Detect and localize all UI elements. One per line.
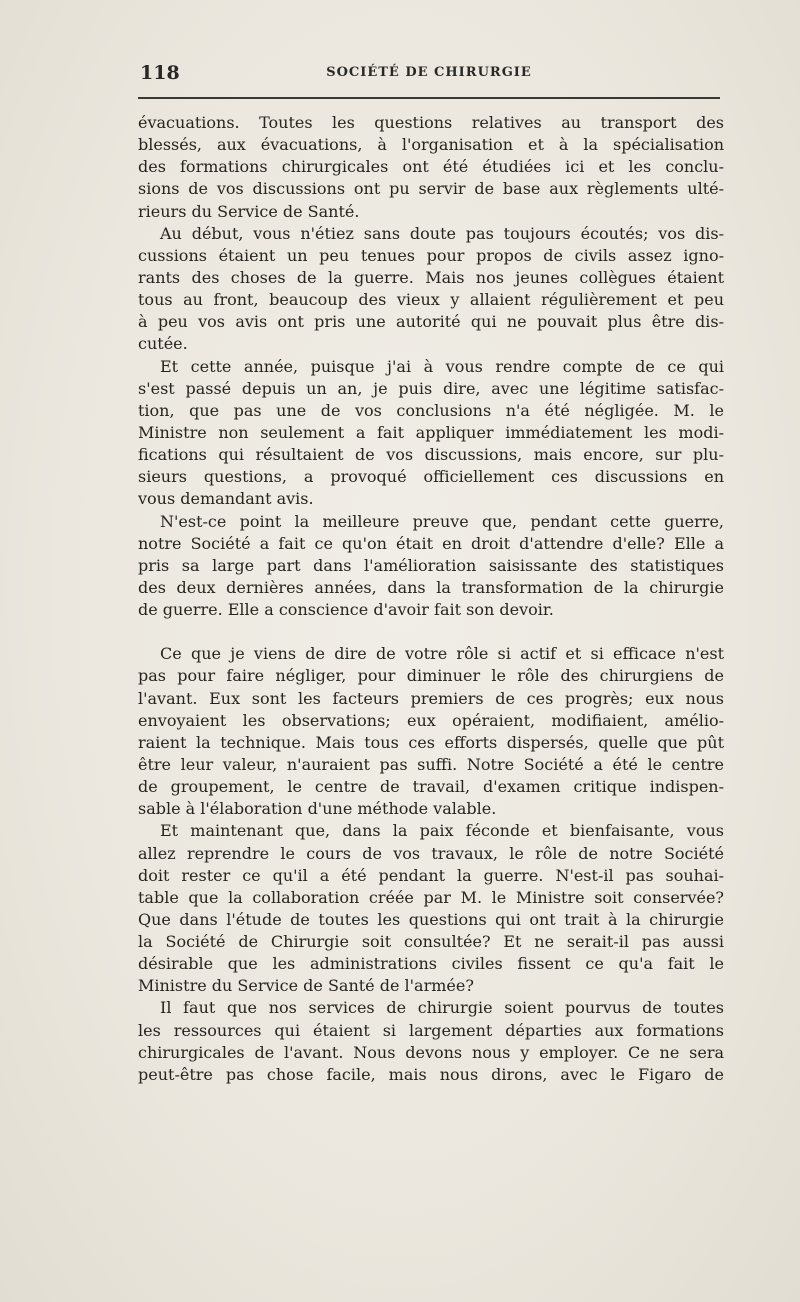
body-text [138, 112, 724, 1086]
text-line: cussions étaient un peu tenues pour propos de civils assez igno- [138, 245, 724, 265]
text-line: sions de vos discussions ont pu servir de base aux règlements ulté- [138, 179, 724, 199]
page-header [138, 60, 720, 90]
section-gap [138, 621, 724, 643]
text-line: blessés, aux évacuations, à l'organisation et à la spécialisation [138, 135, 724, 155]
text-line: Au début, vous n'étiez sans doute pas toujours écoutés; vos dis- [160, 223, 724, 243]
text-line: tion, que pas une de vos conclusions n'a été négligée. M. le [138, 400, 724, 420]
running-title: SOCIÉTÉ DE CHIRURGIE [326, 65, 532, 80]
text-line: les ressources qui étaient si largement départies aux formations [138, 1020, 724, 1040]
text-line: raient la technique. Mais tous ces efforts dispersés, quelle que pût [138, 732, 724, 752]
text-line: rants des choses de la guerre. Mais nos jeunes collègues étaient [138, 267, 724, 287]
paragraph [138, 356, 724, 511]
text-line: des formations chirurgicales ont été étudiées ici et les conclu- [138, 157, 724, 177]
text-line: pas pour faire négliger, pour diminuer le rôle des chirurgiens de [138, 666, 724, 686]
paragraph [138, 820, 724, 997]
text-line: cutée. [138, 334, 188, 354]
text-line: Ministre non seulement a fait appliquer immédiatement les modi- [138, 422, 724, 442]
text-line: de guerre. Elle a conscience d'avoir fait son devoir. [138, 600, 554, 620]
text-line: peut-être pas chose facile, mais nous dirons, avec le Figaro de [138, 1064, 724, 1084]
text-line: Et cette année, puisque j'ai à vous rendre compte de ce qui [160, 356, 724, 376]
paragraph [138, 643, 724, 820]
text-line: notre Société a fait ce qu'on était en droit d'attendre d'elle? Elle a [138, 533, 724, 553]
text-line: Ce que je viens de dire de votre rôle si actif et si efficace n'est [160, 644, 724, 664]
text-line: évacuations. Toutes les questions relatives au transport des [138, 113, 724, 132]
text-line: Et maintenant que, dans la paix féconde et bienfaisante, vous [160, 821, 724, 841]
text-line: désirable que les administrations civiles fissent ce qu'a fait le [138, 954, 724, 974]
text-line: des deux dernières années, dans la transformation de la chirurgie [138, 577, 724, 597]
text-line: fications qui résultaient de vos discussions, mais encore, sur plu- [138, 445, 724, 465]
text-line: être leur valeur, n'auraient pas suffi. Notre Société a été le centre [138, 754, 724, 774]
text-line: à peu vos avis ont pris une autorité qui ne pouvait plus être dis- [138, 312, 724, 332]
text-line: allez reprendre le cours de vos travaux, le rôle de notre Société [138, 843, 724, 863]
text-line: de groupement, le centre de travail, d'examen critique indispen- [138, 777, 724, 797]
text-line: s'est passé depuis un an, je puis dire, avec une légitime satisfac- [138, 378, 724, 398]
header-rule [138, 97, 720, 99]
text-line: vous demandant avis. [138, 489, 314, 509]
text-line: Il faut que nos services de chirurgie soient pourvus de toutes [160, 998, 724, 1018]
text-line: sieurs questions, a provoqué officiellement ces discussions en [138, 467, 724, 487]
text-line: doit rester ce qu'il a été pendant la guerre. N'est-il pas souhai- [138, 865, 724, 885]
paragraph [138, 997, 724, 1086]
text-line: N'est-ce point la meilleure preuve que, pendant cette guerre, [160, 511, 724, 531]
paragraph [138, 511, 724, 622]
paragraph [138, 112, 724, 223]
text-line: Que dans l'étude de toutes les questions qui ont trait à la chirurgie [138, 909, 724, 929]
text-line: envoyaient les observations; eux opéraient, modifiaient, amélio- [138, 710, 724, 730]
text-line: table que la collaboration créée par M. le Ministre soit conservée? [138, 887, 724, 907]
page-number: 118 [140, 62, 180, 84]
text-line: la Société de Chirurgie soit consultée? Et ne serait-il pas aussi [138, 932, 724, 952]
text-line: sable à l'élaboration d'une méthode valable. [138, 799, 497, 819]
paragraph [138, 223, 724, 356]
text-line: l'avant. Eux sont les facteurs premiers de ces progrès; eux nous [138, 688, 724, 708]
text-line: chirurgicales de l'avant. Nous devons nous y employer. Ce ne sera [138, 1042, 724, 1062]
text-line: pris sa large part dans l'amélioration saisissante des statistiques [138, 555, 724, 575]
text-line: Ministre du Service de Santé de l'armée? [138, 976, 474, 996]
text-line: tous au front, beaucoup des vieux y allaient régulièrement et peu [138, 290, 724, 310]
text-line: rieurs du Service de Santé. [138, 201, 360, 221]
